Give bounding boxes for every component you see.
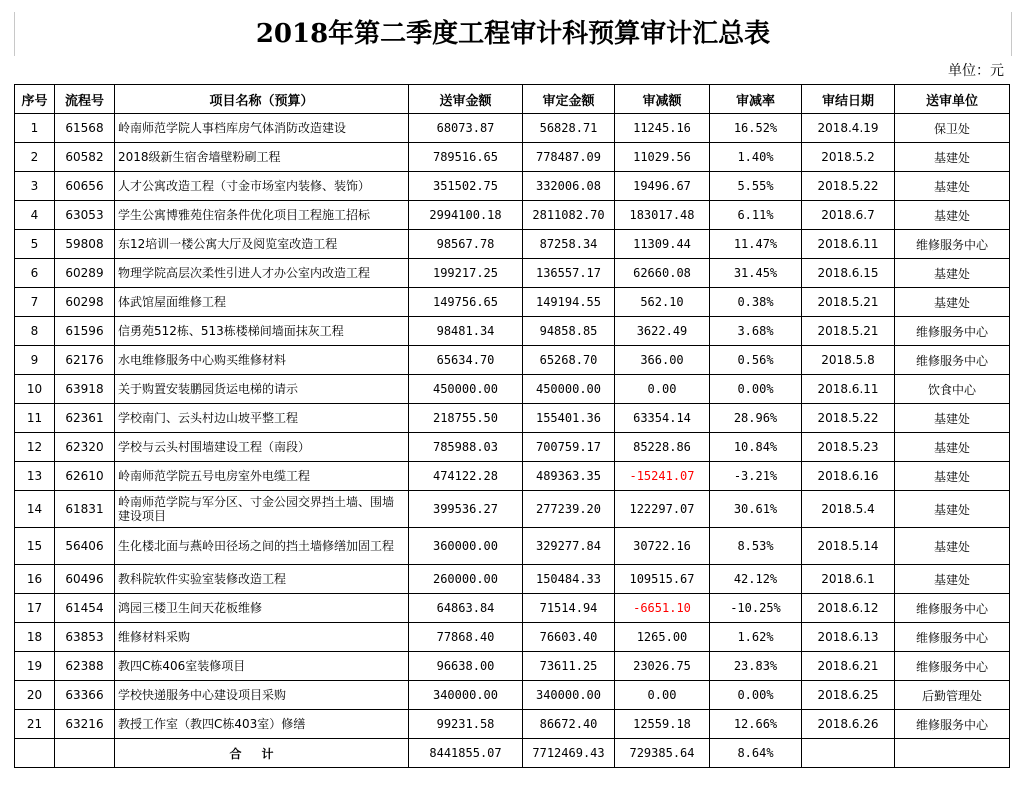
cell-submitted: 399536.27 (409, 491, 523, 528)
cell-project-name: 信勇苑512栋、513栋楼梯间墙面抹灰工程 (115, 317, 409, 346)
table-row (15, 288, 1010, 317)
table-body (15, 114, 1010, 739)
cell-submitted: 96638.00 (409, 652, 523, 681)
cell-project-name: 学校与云头村围墙建设工程（南段） (115, 433, 409, 462)
cell-unit: 基建处 (895, 172, 1010, 201)
header-project-name: 项目名称（预算） (115, 85, 409, 114)
cell-unit: 基建处 (895, 143, 1010, 172)
cell-rate: 8.53% (710, 528, 802, 565)
cell-approved: 277239.20 (523, 491, 615, 528)
cell-reduction: 3622.49 (615, 317, 710, 346)
cell-approved: 73611.25 (523, 652, 615, 681)
cell-reduction: 11029.56 (615, 143, 710, 172)
cell-submitted: 149756.65 (409, 288, 523, 317)
cell-project-name: 人才公寓改造工程（寸金市场室内装修、装饰） (115, 172, 409, 201)
cell-date: 2018.4.19 (802, 114, 895, 143)
cell-date: 2018.5.4 (802, 491, 895, 528)
cell-process-no: 62610 (55, 462, 115, 491)
table-row (15, 710, 1010, 739)
cell-submitted: 218755.50 (409, 404, 523, 433)
cell-process-no: 63366 (55, 681, 115, 710)
cell-submitted: 77868.40 (409, 623, 523, 652)
cell-reduction: 109515.67 (615, 565, 710, 594)
cell-project-name: 学生公寓博雅苑住宿条件优化项目工程施工招标 (115, 201, 409, 230)
cell-index: 13 (15, 462, 55, 491)
cell-rate: 31.45% (710, 259, 802, 288)
cell-date: 2018.5.22 (802, 404, 895, 433)
total-empty-cell (802, 739, 895, 768)
cell-process-no: 61596 (55, 317, 115, 346)
cell-index: 18 (15, 623, 55, 652)
cell-submitted: 785988.03 (409, 433, 523, 462)
total-empty-cell (15, 739, 55, 768)
cell-rate: 0.00% (710, 375, 802, 404)
cell-approved: 489363.35 (523, 462, 615, 491)
cell-approved: 150484.33 (523, 565, 615, 594)
cell-reduction: 23026.75 (615, 652, 710, 681)
cell-approved: 329277.84 (523, 528, 615, 565)
cell-index: 15 (15, 528, 55, 565)
cell-reduction: 0.00 (615, 375, 710, 404)
cell-unit: 基建处 (895, 288, 1010, 317)
table-row (15, 230, 1010, 259)
cell-rate: 1.62% (710, 623, 802, 652)
cell-index: 5 (15, 230, 55, 259)
cell-unit: 基建处 (895, 528, 1010, 565)
cell-date: 2018.6.15 (802, 259, 895, 288)
cell-project-name: 岭南师范学院人事档库房气体消防改造建设 (115, 114, 409, 143)
cell-unit: 基建处 (895, 433, 1010, 462)
cell-rate: 0.56% (710, 346, 802, 375)
cell-reduction: 11245.16 (615, 114, 710, 143)
cell-process-no: 63216 (55, 710, 115, 739)
cell-index: 2 (15, 143, 55, 172)
header-reduction-amount: 审减额 (615, 85, 710, 114)
cell-unit: 保卫处 (895, 114, 1010, 143)
cell-project-name: 学校南门、云头村边山坡平整工程 (115, 404, 409, 433)
cell-project-name: 东12培训一楼公寓大厅及阅览室改造工程 (115, 230, 409, 259)
table-row (15, 433, 1010, 462)
cell-index: 6 (15, 259, 55, 288)
total-approved: 7712469.43 (523, 739, 615, 768)
cell-rate: 1.40% (710, 143, 802, 172)
cell-approved: 700759.17 (523, 433, 615, 462)
cell-process-no: 63918 (55, 375, 115, 404)
table-row (15, 594, 1010, 623)
table-row (15, 114, 1010, 143)
cell-index: 7 (15, 288, 55, 317)
cell-approved: 94858.85 (523, 317, 615, 346)
header-index: 序号 (15, 85, 55, 114)
cell-project-name: 维修材料采购 (115, 623, 409, 652)
cell-date: 2018.5.21 (802, 317, 895, 346)
cell-reduction: 366.00 (615, 346, 710, 375)
table-row (15, 652, 1010, 681)
table-row (15, 565, 1010, 594)
table-row (15, 681, 1010, 710)
cell-date: 2018.5.14 (802, 528, 895, 565)
cell-date: 2018.6.1 (802, 565, 895, 594)
cell-rate: 0.38% (710, 288, 802, 317)
cell-index: 8 (15, 317, 55, 346)
cell-reduction: 122297.07 (615, 491, 710, 528)
cell-rate: 5.55% (710, 172, 802, 201)
cell-rate: 12.66% (710, 710, 802, 739)
cell-date: 2018.6.25 (802, 681, 895, 710)
cell-unit: 维修服务中心 (895, 230, 1010, 259)
cell-process-no: 60298 (55, 288, 115, 317)
cell-rate: 11.47% (710, 230, 802, 259)
cell-approved: 332006.08 (523, 172, 615, 201)
cell-unit: 基建处 (895, 404, 1010, 433)
total-label: 合计 (115, 739, 409, 768)
table-row (15, 346, 1010, 375)
cell-reduction: 85228.86 (615, 433, 710, 462)
cell-rate: 16.52% (710, 114, 802, 143)
cell-date: 2018.6.11 (802, 375, 895, 404)
cell-project-name: 岭南师范学院五号电房室外电缆工程 (115, 462, 409, 491)
cell-project-name: 教授工作室（教四C栋403室）修缮 (115, 710, 409, 739)
cell-date: 2018.5.22 (802, 172, 895, 201)
cell-date: 2018.6.26 (802, 710, 895, 739)
cell-submitted: 98481.34 (409, 317, 523, 346)
cell-rate: 28.96% (710, 404, 802, 433)
cell-process-no: 62361 (55, 404, 115, 433)
unit-label: 单位：元 (948, 63, 1004, 79)
total-submitted: 8441855.07 (409, 739, 523, 768)
audit-summary-table (14, 84, 1010, 768)
cell-submitted: 2994100.18 (409, 201, 523, 230)
cell-index: 12 (15, 433, 55, 462)
cell-process-no: 63853 (55, 623, 115, 652)
cell-project-name: 物理学院高层次柔性引进人才办公室内改造工程 (115, 259, 409, 288)
cell-index: 10 (15, 375, 55, 404)
cell-project-name: 体武馆屋面维修工程 (115, 288, 409, 317)
cell-process-no: 60496 (55, 565, 115, 594)
header-approved-amount: 审定金额 (523, 85, 615, 114)
cell-approved: 136557.17 (523, 259, 615, 288)
cell-index: 11 (15, 404, 55, 433)
cell-rate: -3.21% (710, 462, 802, 491)
cell-submitted: 64863.84 (409, 594, 523, 623)
header-process-no: 流程号 (55, 85, 115, 114)
cell-date: 2018.6.16 (802, 462, 895, 491)
cell-unit: 基建处 (895, 201, 1010, 230)
cell-index: 17 (15, 594, 55, 623)
total-row (15, 739, 1010, 768)
cell-reduction: 0.00 (615, 681, 710, 710)
cell-process-no: 60582 (55, 143, 115, 172)
cell-reduction: 11309.44 (615, 230, 710, 259)
cell-date: 2018.5.2 (802, 143, 895, 172)
cell-approved: 65268.70 (523, 346, 615, 375)
cell-approved: 340000.00 (523, 681, 615, 710)
cell-approved: 155401.36 (523, 404, 615, 433)
cell-reduction: 12559.18 (615, 710, 710, 739)
cell-index: 14 (15, 491, 55, 528)
cell-reduction: -15241.07 (615, 462, 710, 491)
cell-process-no: 61568 (55, 114, 115, 143)
cell-submitted: 789516.65 (409, 143, 523, 172)
cell-unit: 维修服务中心 (895, 623, 1010, 652)
cell-date: 2018.6.7 (802, 201, 895, 230)
cell-unit: 基建处 (895, 259, 1010, 288)
total-empty-cell (55, 739, 115, 768)
cell-unit: 基建处 (895, 491, 1010, 528)
cell-project-name: 鸿园三楼卫生间天花板维修 (115, 594, 409, 623)
cell-project-name: 关于购置安装鹏园货运电梯的请示 (115, 375, 409, 404)
cell-unit: 维修服务中心 (895, 594, 1010, 623)
cell-project-name: 2018级新生宿舍墙壁粉刷工程 (115, 143, 409, 172)
cell-unit: 维修服务中心 (895, 317, 1010, 346)
sheet-title: 2018年第二季度工程审计科预算审计汇总表 (14, 12, 1012, 56)
cell-index: 21 (15, 710, 55, 739)
cell-rate: -10.25% (710, 594, 802, 623)
cell-process-no: 62320 (55, 433, 115, 462)
table-row (15, 172, 1010, 201)
cell-unit: 饮食中心 (895, 375, 1010, 404)
table-row (15, 317, 1010, 346)
cell-approved: 450000.00 (523, 375, 615, 404)
header-submitted-amount: 送审金额 (409, 85, 523, 114)
cell-reduction: 183017.48 (615, 201, 710, 230)
cell-unit: 基建处 (895, 565, 1010, 594)
cell-approved: 71514.94 (523, 594, 615, 623)
cell-approved: 2811082.70 (523, 201, 615, 230)
cell-index: 9 (15, 346, 55, 375)
cell-reduction: 562.10 (615, 288, 710, 317)
header-submitting-unit: 送审单位 (895, 85, 1010, 114)
table-row (15, 404, 1010, 433)
cell-approved: 86672.40 (523, 710, 615, 739)
cell-reduction: 19496.67 (615, 172, 710, 201)
cell-date: 2018.5.8 (802, 346, 895, 375)
cell-approved: 87258.34 (523, 230, 615, 259)
cell-submitted: 98567.78 (409, 230, 523, 259)
total-empty-cell (895, 739, 1010, 768)
header-completion-date: 审结日期 (802, 85, 895, 114)
cell-process-no: 61831 (55, 491, 115, 528)
table-row (15, 375, 1010, 404)
table-row (15, 259, 1010, 288)
cell-date: 2018.5.23 (802, 433, 895, 462)
cell-process-no: 63053 (55, 201, 115, 230)
cell-project-name: 水电维修服务中心购买维修材料 (115, 346, 409, 375)
cell-unit: 维修服务中心 (895, 346, 1010, 375)
cell-reduction: -6651.10 (615, 594, 710, 623)
cell-process-no: 62388 (55, 652, 115, 681)
cell-approved: 149194.55 (523, 288, 615, 317)
cell-process-no: 62176 (55, 346, 115, 375)
cell-rate: 0.00% (710, 681, 802, 710)
cell-process-no: 60656 (55, 172, 115, 201)
cell-index: 3 (15, 172, 55, 201)
cell-reduction: 1265.00 (615, 623, 710, 652)
table-row (15, 491, 1010, 528)
cell-date: 2018.6.11 (802, 230, 895, 259)
cell-submitted: 260000.00 (409, 565, 523, 594)
cell-date: 2018.6.12 (802, 594, 895, 623)
table-row (15, 201, 1010, 230)
cell-project-name: 教四C栋406室装修项目 (115, 652, 409, 681)
cell-process-no: 56406 (55, 528, 115, 565)
cell-date: 2018.6.21 (802, 652, 895, 681)
cell-submitted: 65634.70 (409, 346, 523, 375)
cell-reduction: 30722.16 (615, 528, 710, 565)
cell-index: 20 (15, 681, 55, 710)
cell-project-name: 岭南师范学院与军分区、寸金公园交界挡土墙、围墙建设项目 (115, 491, 409, 528)
cell-rate: 23.83% (710, 652, 802, 681)
table-row (15, 462, 1010, 491)
cell-rate: 10.84% (710, 433, 802, 462)
cell-process-no: 59808 (55, 230, 115, 259)
cell-index: 1 (15, 114, 55, 143)
cell-unit: 维修服务中心 (895, 652, 1010, 681)
header-row (15, 85, 1010, 114)
cell-submitted: 340000.00 (409, 681, 523, 710)
table-row (15, 528, 1010, 565)
cell-project-name: 生化楼北面与燕岭田径场之间的挡土墙修缮加固工程 (115, 528, 409, 565)
cell-approved: 56828.71 (523, 114, 615, 143)
cell-project-name: 学校快递服务中心建设项目采购 (115, 681, 409, 710)
cell-submitted: 450000.00 (409, 375, 523, 404)
cell-index: 4 (15, 201, 55, 230)
cell-date: 2018.5.21 (802, 288, 895, 317)
cell-index: 16 (15, 565, 55, 594)
cell-approved: 778487.09 (523, 143, 615, 172)
cell-process-no: 60289 (55, 259, 115, 288)
cell-index: 19 (15, 652, 55, 681)
total-rate: 8.64% (710, 739, 802, 768)
cell-rate: 3.68% (710, 317, 802, 346)
cell-rate: 6.11% (710, 201, 802, 230)
header-reduction-rate: 审减率 (710, 85, 802, 114)
cell-date: 2018.6.13 (802, 623, 895, 652)
cell-process-no: 61454 (55, 594, 115, 623)
cell-rate: 42.12% (710, 565, 802, 594)
cell-project-name: 教科院软件实验室装修改造工程 (115, 565, 409, 594)
cell-submitted: 99231.58 (409, 710, 523, 739)
cell-rate: 30.61% (710, 491, 802, 528)
table-row (15, 623, 1010, 652)
cell-submitted: 351502.75 (409, 172, 523, 201)
cell-submitted: 68073.87 (409, 114, 523, 143)
total-reduction: 729385.64 (615, 739, 710, 768)
cell-submitted: 360000.00 (409, 528, 523, 565)
table-row (15, 143, 1010, 172)
cell-unit: 基建处 (895, 462, 1010, 491)
cell-unit: 后勤管理处 (895, 681, 1010, 710)
cell-reduction: 62660.08 (615, 259, 710, 288)
cell-reduction: 63354.14 (615, 404, 710, 433)
cell-unit: 维修服务中心 (895, 710, 1010, 739)
cell-submitted: 199217.25 (409, 259, 523, 288)
cell-approved: 76603.40 (523, 623, 615, 652)
cell-submitted: 474122.28 (409, 462, 523, 491)
